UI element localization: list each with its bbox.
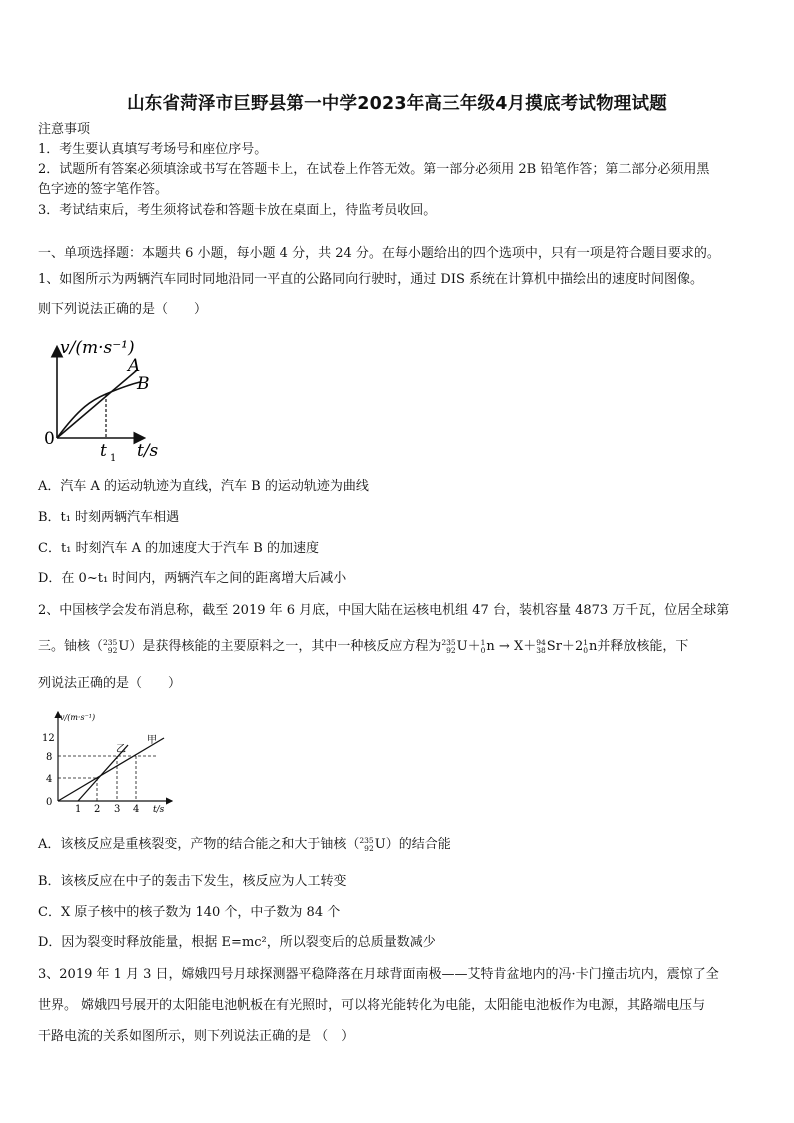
u-nuclide-symbol-2: U [374, 837, 386, 852]
q2-xtick-2: 2 [94, 804, 101, 815]
q1-origin-label: 0 [44, 429, 55, 449]
q2-ytick-4: 4 [46, 774, 53, 785]
q3-stem-line3: 干路电流的关系如图所示，则下列说法正确的是 （ ） [38, 1029, 355, 1044]
u-nuclide-index-2: 235 92 [359, 835, 374, 853]
q1-stem-line2: 则下列说法正确的是（ ） [38, 302, 208, 317]
q2-xtick-3: 3 [114, 804, 121, 815]
q1-option-d: D．在 0~t₁ 时间内，两辆汽车之间的距离增大后减小 [38, 571, 347, 586]
q2-ytick-8: 8 [46, 752, 53, 763]
q2-stem-text-a: 三。铀核（ [38, 639, 104, 654]
q1-curve-b [57, 382, 140, 438]
q2-option-a-text-1: A．该核反应是重核裂变，产物的结合能之和大于铀核（ [38, 837, 360, 852]
q2-option-c: C．X 原子核中的核子数为 140 个，中子数为 84 个 [38, 905, 341, 920]
q2-label-yi: 乙 [116, 744, 126, 755]
q1-line-a [57, 370, 137, 438]
q1-ylabel: v/(m·s⁻¹) [60, 338, 135, 358]
notice-heading: 注意事项 [38, 122, 91, 137]
q1-xlabel: t/s [137, 441, 159, 461]
q2-stem-line3: 列说法正确的是（ ） [38, 676, 182, 691]
q3-stem-line1: 3、2019 年 1 月 3 日，嫦娥四号月球探测器平稳降落在月球背面南极——艾特肯盆地内的冯·卡门撞击坑内，震惊了全 [38, 967, 719, 982]
q1-label-a: A [128, 356, 141, 376]
q1-label-b: B [137, 374, 150, 394]
notice-item-3: 3．考试结束后，考生须将试卷和答题卡放在桌面上，待监考员收回。 [38, 203, 437, 218]
q2-stem-line2 [38, 637, 688, 657]
notice-item-2: 2．试题所有答案必须填涂或书写在答题卡上，在试卷上作答无效。第一部分必须用 2B 铅笔作答；第二部分必须用黑 [38, 162, 710, 177]
q2-ylabel: v/(m·s⁻¹) [60, 713, 96, 722]
q2-ytick-12: 12 [42, 733, 55, 744]
q2-stem-text-c: 并释放核能，下 [597, 639, 689, 654]
q2-ytick-0: 0 [46, 797, 53, 808]
q2-option-a-text-2: ）的结合能 [385, 837, 451, 852]
q1-vt-graph [40, 332, 170, 464]
q1-t1-subscript: 1 [110, 453, 117, 464]
q1-option-c: C．t₁ 时刻汽车 A 的加速度大于汽车 B 的加速度 [38, 541, 319, 556]
q2-stem-line1: 2、中国核学会发布消息称，截至 2019 年 6 月底，中国大陆在运核电机组 47 台，装机容量 4873 万千瓦，位居全球第 [38, 603, 730, 618]
q2-option-d: D．因为裂变时释放能量，根据 E=mc²，所以裂变后的总质量数减少 [38, 935, 436, 950]
q1-option-b: B．t₁ 时刻两辆汽车相遇 [38, 510, 180, 525]
section-heading: 一、单项选择题：本题共 6 小题，每小题 4 分，共 24 分。在每小题给出的四个选项中，只有一项是符合题目要求的。 [38, 246, 720, 261]
notice-item-2-cont: 色字迹的签字笔作答。 [38, 182, 169, 197]
q2-line-jia [58, 738, 164, 801]
q2-xtick-4: 4 [133, 804, 140, 815]
q2-label-jia: 甲 [147, 735, 157, 746]
page-title: 山东省菏泽市巨野县第一中学2023年高三年级4月摸底考试物理试题 [127, 94, 667, 114]
notice-item-1: 1．考生要认真填写考场号和座位序号。 [38, 142, 268, 157]
q1-option-a: A．汽车 A 的运动轨迹为直线，汽车 B 的运动轨迹为曲线 [38, 479, 369, 494]
q2-xtick-1: 1 [75, 804, 82, 815]
u-nuclide-index: 235 92 [103, 637, 118, 655]
q2-vt-graph [36, 706, 176, 816]
q2-stem-text-b: ）是获得核能的主要原料之一，其中一种核反应方程为 [129, 639, 442, 654]
q3-stem-line2: 世界。 嫦娥四号展开的太阳能电池帆板在有光照时，可以将光能转化为电能，太阳能电池板作为电源，其路端电压与 [38, 998, 706, 1013]
q2-option-a [38, 835, 451, 855]
q2-xlabel: t/s [153, 805, 165, 815]
q2-option-b: B．该核反应在中子的轰击下发生，核反应为人工转变 [38, 874, 347, 889]
q1-stem-line1: 1、如图所示为两辆汽车同时同地沿同一平直的公路同向行驶时，通过 DIS 系统在计算机中描绘出的速度时间图像。 [38, 272, 704, 287]
q1-t1-label: t [100, 441, 107, 461]
reaction-equation: 235 92 U＋ 1 0 n → X＋ 94 38 Sr＋2 1 0 n [441, 637, 598, 655]
u-nuclide-symbol: U [118, 639, 130, 654]
